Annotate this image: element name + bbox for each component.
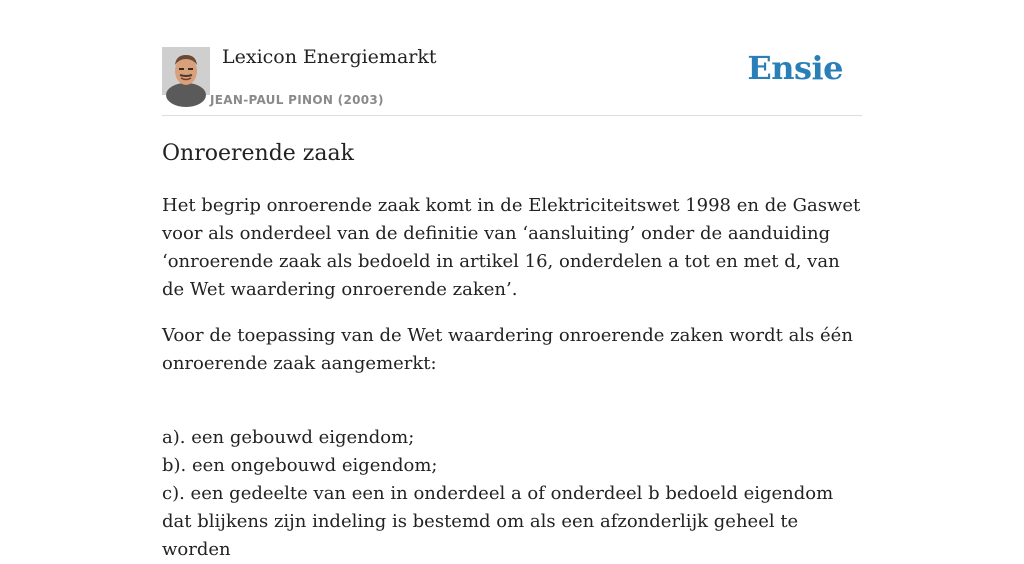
entry-paragraph: Voor de toepassing van de Wet waardering onroerende zaken wordt als één onroerende zaak aangemerkt: — [162, 325, 853, 374]
entry-header — [162, 0, 862, 116]
list-item: b). een ongebouwd eigendom; — [162, 455, 438, 476]
list-spacer — [162, 396, 862, 424]
entry-container — [162, 0, 862, 560]
entry-title: Onroerende zaak — [162, 141, 354, 166]
lexicon-title[interactable]: Lexicon Energiemarkt — [222, 46, 437, 68]
list-item: c). een gedeelte van een in onderdeel a of onderdeel b bedoeld eigendom dat blijkens zijn indeling is bestemd om als een afzonderlijk geheel te worden — [162, 483, 834, 560]
list-item: a). een gebouwd eigendom; — [162, 427, 415, 448]
author-avatar[interactable] — [162, 47, 210, 95]
author-name[interactable]: JEAN-PAUL PINON (2003) — [210, 93, 384, 107]
entry-body — [162, 192, 862, 564]
brand-logo[interactable]: Ensie — [747, 49, 843, 87]
entry-paragraph: Het begrip onroerende zaak komt in de Elektriciteitswet 1998 en de Gaswet voor als onderdeel van de definitie van ‘aansluiting’ onder de aanduiding ‘onroerende zaak als bedoeld in artikel 16, onderdelen a tot en met d, van de Wet waardering onroerende zaken’. — [162, 195, 861, 300]
definition-list — [162, 424, 862, 564]
person-portrait-icon — [162, 47, 210, 95]
